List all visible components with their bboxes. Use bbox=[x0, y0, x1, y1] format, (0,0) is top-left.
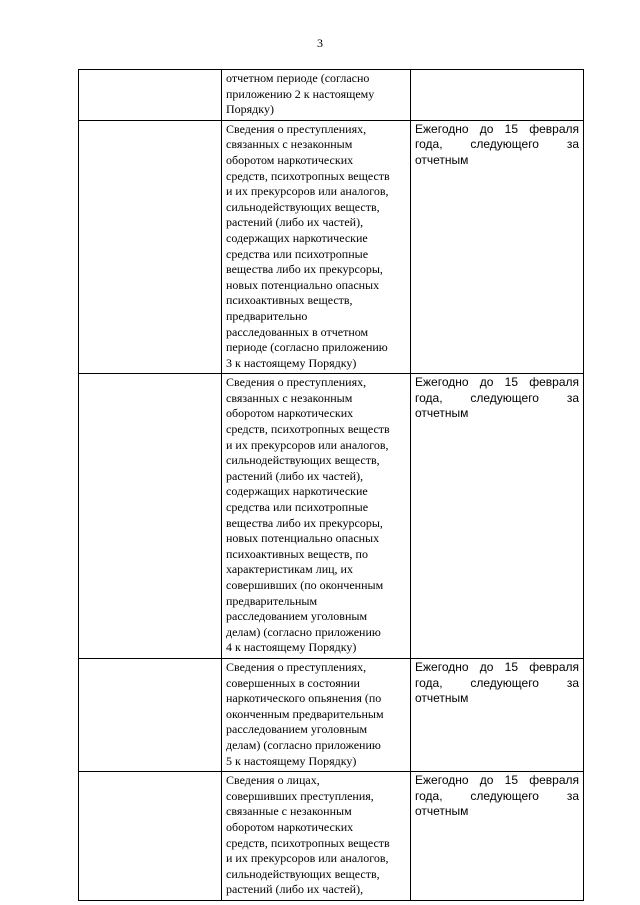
deadline-line: года, следующего за bbox=[415, 137, 579, 152]
deadline-cell bbox=[411, 772, 584, 901]
table-row bbox=[79, 772, 584, 901]
deadline-cell bbox=[411, 658, 584, 771]
deadline-line: отчетным bbox=[415, 406, 469, 421]
empty-cell bbox=[79, 772, 222, 901]
deadline-line: отчетным bbox=[415, 804, 469, 819]
deadline-cell bbox=[411, 374, 584, 659]
report-name-cell: Сведения о преступлениях, совершенных в состоянии наркотического опьянения (по оконченным предварительным расследованием уголовным делам) (согласно приложению 5 к настоящему Порядку) bbox=[222, 658, 411, 771]
page-number: 3 bbox=[317, 36, 323, 50]
report-name-cell: отчетном периоде (согласно приложению 2 к настоящему Порядку) bbox=[222, 70, 411, 121]
empty-cell bbox=[79, 374, 222, 659]
deadline-line: отчетным bbox=[415, 152, 469, 167]
report-name-cell: Сведения о преступлениях, связанных с незаконным оборотом наркотических средств, психотропных веществ и их прекурсоров или аналогов, сильнодействующих веществ, растений (либо их частей), содержащих наркотические средства или психотропные вещества либо их прекурсоры, новых потенциально опасных психоактивных веществ, по характеристикам лиц, их совершивших (по оконченным предварительным расследованием уголовным делам) (согласно приложению 4 к настоящему Порядку) bbox=[222, 374, 411, 659]
table-row bbox=[79, 120, 584, 374]
deadline-cell bbox=[411, 120, 584, 374]
report-name-cell: Сведения о лицах, совершивших преступления, связанные с незаконным оборотом наркотических средств, психотропных веществ и их прекурсоров или аналогов, сильнодействующих веществ, растений (либо их частей), bbox=[222, 772, 411, 901]
empty-cell bbox=[79, 658, 222, 771]
table-row bbox=[79, 658, 584, 771]
deadline-line: года, следующего за bbox=[415, 788, 579, 803]
deadline-line: Ежегодно до 15 февраля bbox=[415, 121, 579, 136]
deadline-line: Ежегодно до 15 февраля bbox=[415, 773, 579, 788]
report-name-cell: Сведения о преступлениях, связанных с незаконным оборотом наркотических средств, психотропных веществ и их прекурсоров или аналогов, сильнодействующих веществ, растений (либо их частей), содержащих наркотические средства или психотропные вещества либо их прекурсоры, новых потенциально опасных психоактивных веществ, предварительно расследованных в отчетном периоде (согласно приложению 3 к настоящему Порядку) bbox=[222, 120, 411, 374]
empty-cell bbox=[79, 70, 222, 121]
empty-cell bbox=[79, 120, 222, 374]
deadline-line: года, следующего за bbox=[415, 675, 579, 690]
table-row bbox=[79, 374, 584, 659]
deadline-line: отчетным bbox=[415, 691, 469, 706]
reporting-table bbox=[78, 69, 584, 901]
table-row bbox=[79, 70, 584, 121]
deadline-cell bbox=[411, 70, 584, 121]
deadline-line: Ежегодно до 15 февраля bbox=[415, 375, 579, 390]
deadline-line: Ежегодно до 15 февраля bbox=[415, 659, 579, 674]
deadline-line: года, следующего за bbox=[415, 390, 579, 405]
